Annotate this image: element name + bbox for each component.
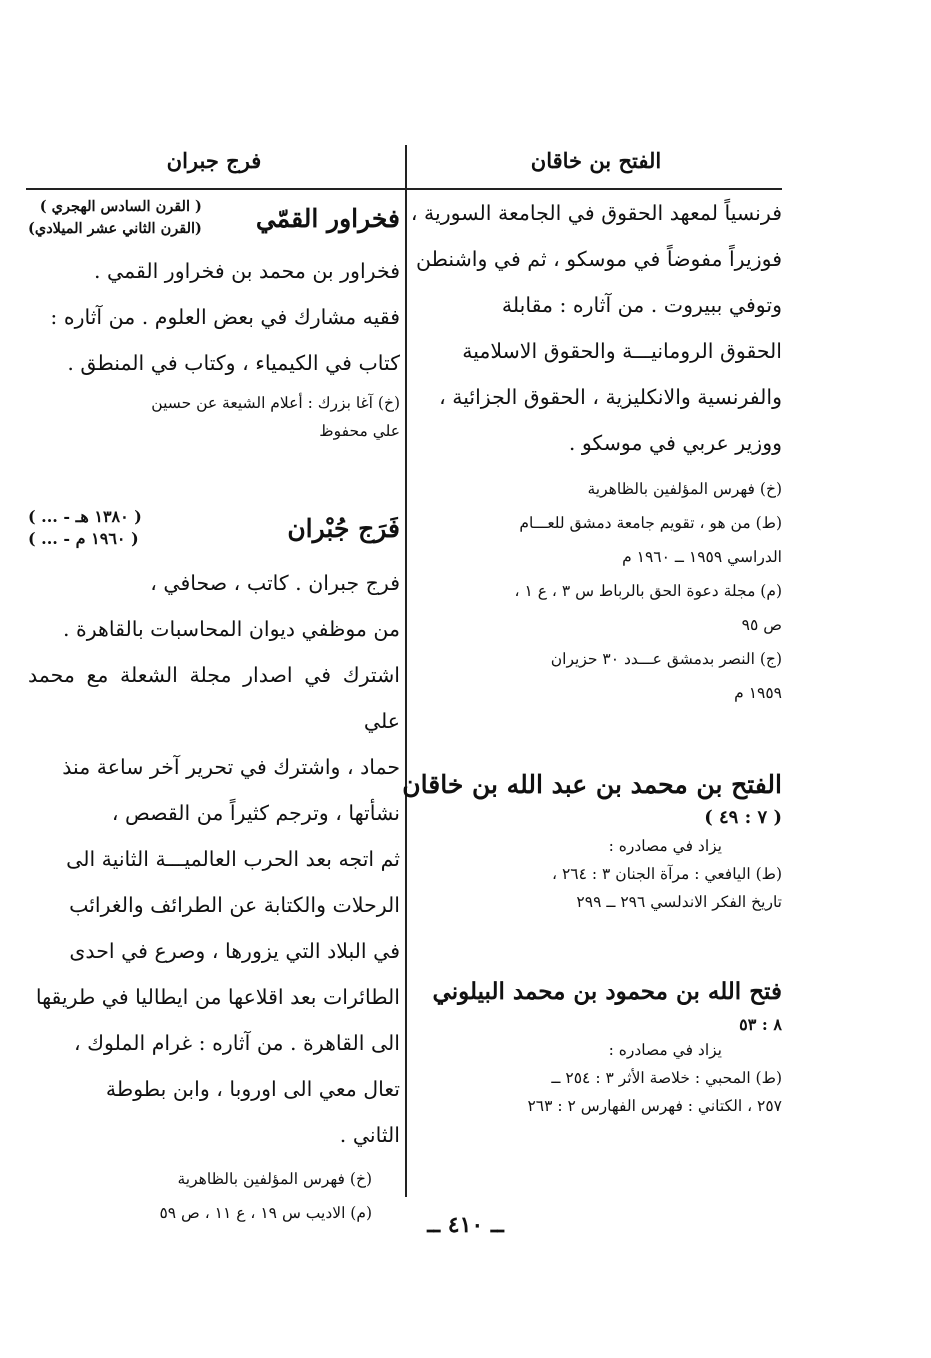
source-line: (ط) اليافعي : مرآة الجنان ٣ : ٢٦٤ ، <box>552 865 782 883</box>
era-gregorian: (القرن الثاني عشر الميلادي) <box>28 220 202 237</box>
left-column <box>28 140 400 1230</box>
text-line: نشأتها ، وترجم كثيراً من القصص ، <box>111 801 400 825</box>
dates-gregorian: ( ... - ١٩٦٠ م ) <box>28 529 139 548</box>
text-line: تعال معي الى اوروبا ، وابن بطوطة <box>105 1077 400 1101</box>
source-line: ص ٩٥ <box>741 616 782 634</box>
source-line: علي محفوظ <box>319 422 400 440</box>
paragraph-continued <box>410 190 782 466</box>
text-line: الحقوق الرومانيـــة والحقوق الاسلامية <box>462 339 782 363</box>
entry-body <box>28 248 400 386</box>
text-line: الثاني . <box>339 1123 400 1147</box>
entry-header <box>28 506 400 550</box>
entry-heading: فخراور القمّي <box>255 203 400 233</box>
volume-reference: ( ٧ : ٤٩ ) <box>704 807 782 828</box>
source-line: ٢٥٧ ، الكتاني : فهرس الفهارس ٢ : ٢٦٣ <box>527 1097 782 1115</box>
source-line: (خ) آغا بزرك : أعلام الشيعة عن حسين <box>151 394 400 412</box>
text-line: في البلاد التي يزورها ، وصرع في احدى <box>69 939 400 963</box>
text-line: الرحلات والكتابة عن الطرائف والغرائب <box>69 893 400 917</box>
text-line: من موظفي ديوان المحاسبات بالقاهرة . <box>62 617 400 641</box>
running-head-right: الفتح بن خاقان <box>530 148 662 173</box>
text-line: ووزير عربي في موسكو . <box>568 431 782 455</box>
source-line: يزاد في مصادره : <box>608 1041 722 1059</box>
entry-body <box>28 560 400 1158</box>
text-line: فوزيراً مفوضاً في موسكو ، ثم في واشنطن <box>416 247 782 271</box>
text-line: اشترك في اصدار مجلة الشعلة مع محمد علي <box>28 663 400 733</box>
era-hijri: ( القرن السادس الهجري ) <box>39 198 202 215</box>
source-line: الدراسي ١٩٥٩ ــ ١٩٦٠ م <box>622 548 782 566</box>
text-line: وتوفي ببيروت . من آثاره : مقابلة <box>501 293 782 317</box>
source-line: (م) الاديب س ١٩ ، ع ١١ ، ص ٥٩ <box>159 1204 372 1222</box>
volume-reference: ٨ : ٥٣ <box>739 1015 782 1034</box>
supplement-sources <box>410 832 782 916</box>
text-line: فرج جبران . كاتب ، صحافي ، <box>150 571 400 595</box>
source-line: (ج) النصر بدمشق عـــدد ٣٠ حزيران <box>550 650 782 668</box>
text-line: فرنسياً لمعهد الحقوق في الجامعة السورية ، <box>410 201 782 225</box>
entry-header <box>28 196 400 240</box>
text-line: ثم اتجه بعد الحرب العالميـــة الثانية الى <box>66 847 400 871</box>
text-line: حماد ، واشترك في تحرير آخر ساعة منذ <box>62 755 400 779</box>
source-line: (ط) المحبي : خلاصة الأثر ٣ : ٢٥٤ ــ <box>551 1069 782 1087</box>
source-line: (خ) فهرس المؤلفين بالظاهرية <box>177 1170 372 1188</box>
text-line: الطائرات بعد اقلاعها من ايطاليا في طريقها <box>35 985 400 1009</box>
text-line: كتاب في الكيمياء ، وكتاب في المنطق . <box>67 351 400 375</box>
right-column <box>402 140 782 1120</box>
text-line: فخراور بن محمد بن فخراور القمي . <box>94 259 400 283</box>
text-line: والفرنسية والانكليزية ، الحقوق الجزائية ، <box>439 385 782 409</box>
source-line: (خ) فهرس المؤلفين بالظاهرية <box>587 480 782 498</box>
source-line: (ط) من هو ، تقويم جامعة دمشق للعـــام <box>519 514 782 532</box>
source-line: (م) مجلة دعوة الحق بالرباط س ٣ ، ع ١ ، <box>514 582 782 600</box>
text-line: الى القاهرة . من آثاره : غرام الملوك ، <box>74 1031 400 1055</box>
entry-heading: فتح الله بن محمود بن محمد البيلوني <box>432 978 782 1005</box>
era-block <box>28 196 202 240</box>
column-divider <box>405 145 407 1197</box>
supplement-sources <box>410 1036 782 1120</box>
sources-list <box>410 472 782 710</box>
running-head-left: فرج جبران <box>166 148 262 173</box>
source-line: ١٩٥٩ م <box>734 684 782 702</box>
text-line: فقيه مشارك في بعض العلوم . من آثاره : <box>50 305 400 329</box>
entry-heading: الفتح بن محمد بن عبد الله بن خاقان <box>402 770 782 799</box>
dates-block <box>28 506 142 550</box>
source-line: تاريخ الفكر الاندلسي ٢٩٦ ــ ٢٩٩ <box>576 893 782 911</box>
source-line: يزاد في مصادره : <box>608 837 722 855</box>
page-number: ــ ٤١٠ ــ <box>427 1212 504 1238</box>
dates-hijri: ( ... - ١٣٨٠ هـ ) <box>28 507 142 526</box>
sources-list <box>28 386 400 448</box>
entry-heading: فَرَج جُبْران <box>287 513 400 543</box>
